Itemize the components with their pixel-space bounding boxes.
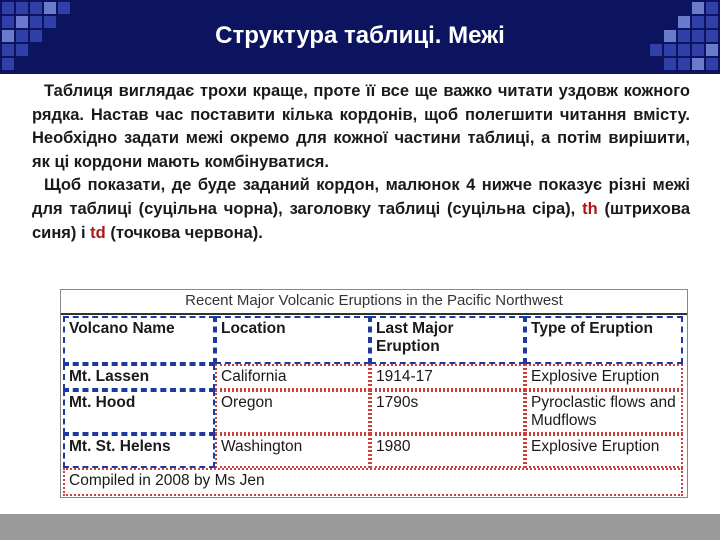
paragraph-1: Таблиця виглядає трохи краще, проте її все ще важко читати уздовж кожного рядка. Настав час поставити кілька кордонів, щоб полегшити читання вмісту. Необхідно задати межі окремо для кожної частини таблиці, а потім вирішити, як ці кордони мають комбінуватися. — [32, 82, 690, 171]
cell-volcano: Mt. Lassen — [63, 364, 215, 390]
table-row — [63, 434, 683, 468]
slide-header — [0, 0, 720, 74]
header-volcano-name: Volcano Name — [63, 316, 215, 364]
paragraph-2-end: (точкова червона). — [105, 223, 263, 242]
cell-volcano: Mt. St. Helens — [63, 434, 215, 468]
cell-eruption: 1914-17 — [370, 364, 525, 390]
slide-footer-bar — [0, 514, 720, 540]
cell-location: California — [215, 364, 370, 390]
table-figure — [60, 289, 688, 498]
td-keyword: td — [90, 223, 106, 242]
paragraph-2 — [32, 174, 690, 245]
slide-title: Структура таблиці. Межі — [215, 22, 505, 49]
table-header-row — [63, 316, 683, 364]
paragraph-2-mid: (штрихова синя) і — [32, 199, 690, 242]
table-row — [63, 364, 683, 390]
caption-separator — [61, 313, 687, 315]
table-caption: Recent Major Volcanic Eruptions in the Pacific Northwest — [185, 292, 563, 309]
table-footer-row — [63, 468, 683, 496]
cell-type: Explosive Eruption — [525, 364, 683, 390]
slide-body — [32, 80, 690, 245]
cell-volcano: Mt. Hood — [63, 390, 215, 434]
paragraph-2-start: Щоб показати, де буде заданий кордон, малюнок 4 нижче показує різні межі для таблиці (суцільна чорна), заголовку таблиці (суцільна сіра), — [32, 176, 690, 218]
cell-type: Pyroclastic flows and Mudflows — [525, 390, 683, 434]
cell-eruption: 1790s — [370, 390, 525, 434]
th-keyword: th — [582, 199, 598, 218]
cell-eruption: 1980 — [370, 434, 525, 468]
volcano-table — [63, 316, 683, 496]
table-footer-note: Compiled in 2008 by Ms Jen — [63, 468, 683, 496]
header-last-major-eruption: Last Major Eruption — [370, 316, 525, 364]
cell-location: Washington — [215, 434, 370, 468]
header-location: Location — [215, 316, 370, 364]
table-row — [63, 390, 683, 434]
cell-type: Explosive Eruption — [525, 434, 683, 468]
header-type-of-eruption: Type of Eruption — [525, 316, 683, 364]
cell-location: Oregon — [215, 390, 370, 434]
